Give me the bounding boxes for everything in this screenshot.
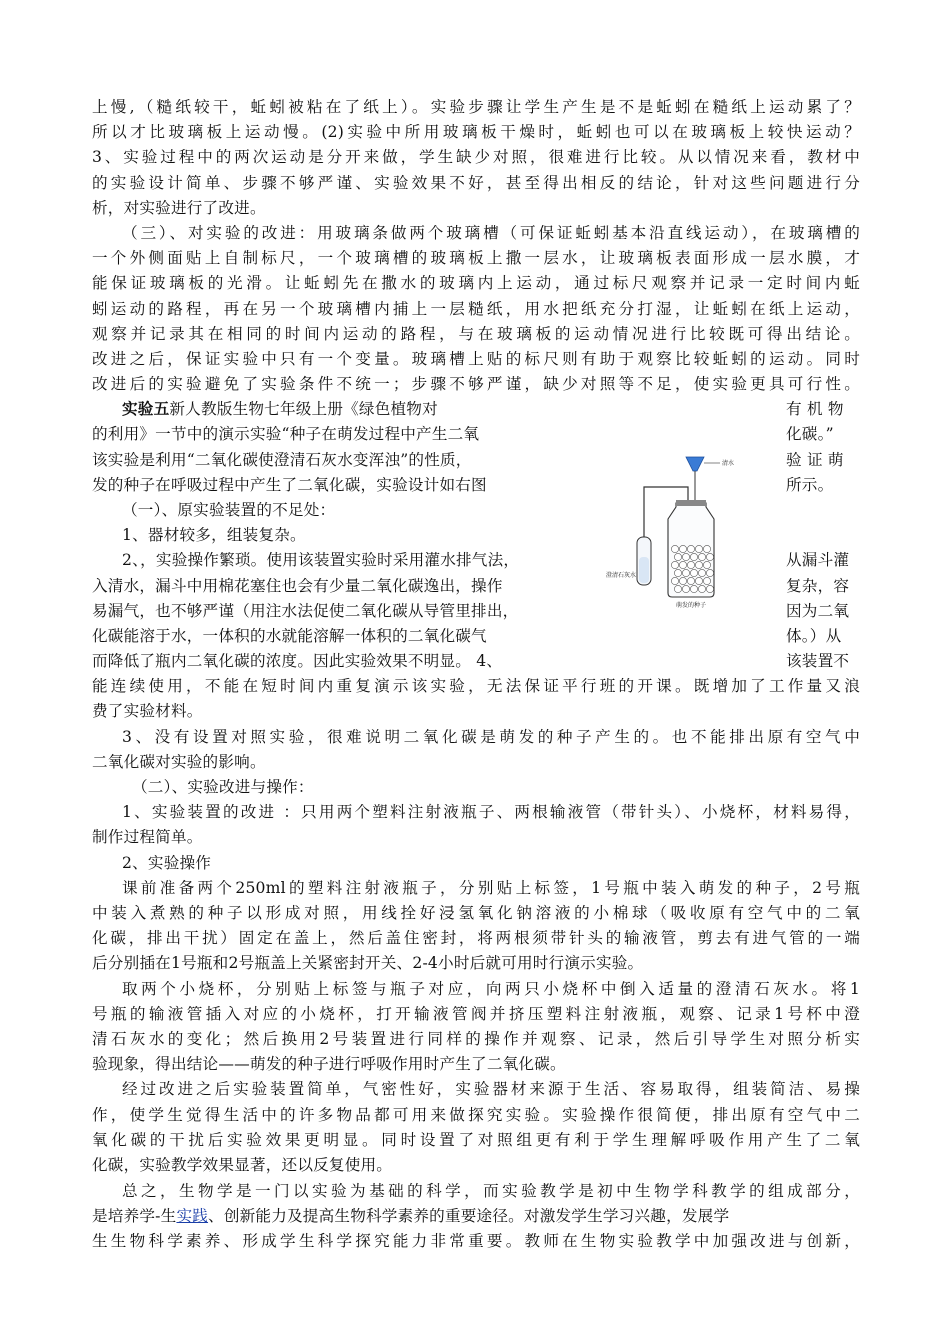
exp5-line: 易漏气，也不够严谨（用注水法促使二氧化碳从导管里排出， <box>92 602 519 620</box>
seed <box>698 569 705 576</box>
water-label: 清水 <box>722 460 735 467</box>
text-line: 制作过程简单。 <box>92 828 203 846</box>
exp5-line: 2、，实验操作繁琐。使用该装置实验时采用灌水排气法， <box>122 551 520 569</box>
exp5-title: 实验五 <box>122 399 170 418</box>
text-line: 作，使学生觉得生活中的许多物品都可用来做探究实验。实验操作很简便，排出原有空气中二 <box>92 1106 860 1124</box>
text-line: 氧化碳的干扰后实验效果更明显。同时设置了对照组更有利于学生理解呼吸作用产生了二氧 <box>92 1131 860 1149</box>
seed <box>671 577 678 584</box>
practice-link[interactable]: 实践 <box>176 1207 209 1225</box>
seed <box>687 545 694 552</box>
text-line: 3、没有设置对照实验，很难说明二氧化碳是萌发的种子产生的。也不能排出原有空气中 <box>122 728 860 746</box>
seed <box>698 585 705 592</box>
seed <box>679 561 686 568</box>
seed <box>695 545 702 552</box>
exp5-right-text: 从漏斗灌 <box>786 551 850 569</box>
text-line: 号瓶的输液管插入对应的小烧杯，打开输液管阀并挤压塑料注射液瓶，观察、记录1号杯中澄 <box>92 1005 860 1023</box>
text-line: 二氧化碳对实验的影响。 <box>92 753 266 771</box>
text-fragment: 、创新能力及提高生物科学素养的重要途径。对激发学生学习兴趣，发展学 <box>208 1207 730 1225</box>
text-line: 取两个小烧杯，分别贴上标签与瓶子对应，向两只小烧杯中倒入适量的澄清石灰水。将1 <box>122 980 860 998</box>
text-line: 能保证玻璃板的光滑。让蚯蚓先在撒水的玻璃内上运动，通过标尺观察并记录一定时间内蚯 <box>92 274 860 292</box>
seed <box>698 553 705 560</box>
text-line: 生生物科学素养、形成学生科学探究能力非常重要。教师在生物实验教学中加强改进与创新， <box>92 1232 860 1250</box>
text-line: 一个外侧面贴上自制标尺，一个玻璃槽的玻璃板上撒一层水，让玻璃板表面形成一层水膜，才 <box>92 249 860 267</box>
text-line: 所以才比玻璃板上运动慢。(2)实验中所用玻璃板干燥时，蚯蚓也可以在玻璃板上较快运动？ <box>92 123 860 141</box>
seed <box>679 577 686 584</box>
exp5-line: 化碳能溶于水，一体积的水就能溶解一体积的二氧化碳气 <box>92 627 487 645</box>
exp5-right-text: 因为二氧 <box>786 602 850 620</box>
seed <box>674 553 681 560</box>
seed <box>695 577 702 584</box>
lime-water <box>639 557 649 583</box>
seed <box>682 553 689 560</box>
text-line: 清石灰水的变化；然后换用2号装置进行同样的操作并观察、记录，然后引导学生对照分析实 <box>92 1030 860 1048</box>
seed <box>687 561 694 568</box>
text-line: 3、实验过程中的两次运动是分开来做，学生缺少对照，很难进行比较。从以情况来看，教材中 <box>92 148 860 166</box>
exp5-line: 新人教版生物七年级上册《绿色植物对 <box>169 400 438 418</box>
text-line: 化碳，实验教学效果显著，还以反复使用。 <box>92 1156 393 1174</box>
exp5-line: （一）、原实验装置的不足处： <box>122 501 336 519</box>
text-fragment: 是培养学-生 <box>92 1207 177 1225</box>
seed <box>706 569 713 576</box>
stopper <box>676 500 706 506</box>
seed <box>682 569 689 576</box>
text-line: 后分别插在1号瓶和2号瓶盖上关紧密封开关、2-4小时后就可用时行演示实验。 <box>92 954 644 972</box>
seed <box>682 585 689 592</box>
text-line: （二）、实验改进与操作： <box>132 778 314 796</box>
text-line-with-link <box>92 1205 729 1227</box>
apparatus-figure <box>606 445 776 610</box>
seed <box>703 577 710 584</box>
text-line: 课前准备两个250ml的塑料注射液瓶子，分别贴上标签，1号瓶中装入萌发的种子，2号瓶 <box>122 879 860 897</box>
exp5-right-text: 复杂，容 <box>786 577 850 595</box>
seed <box>690 553 697 560</box>
seed <box>703 561 710 568</box>
text-line: 能连续使用，不能在短时间内重复演示该实验，无法保证平行班的开课。既增加了工作量又浪 <box>92 677 860 695</box>
text-line: 费了实验材料。 <box>92 702 203 720</box>
seed <box>687 577 694 584</box>
text-line: 析，对实验进行了改进。 <box>92 199 266 217</box>
exp5-line: 发的种子在呼吸过程中产生了二氧化碳，实验设计如右图 <box>92 476 487 494</box>
text-line: 经过改进之后实验装置简单，气密性好，实验器材来源于生活、容易取得，组装简洁、易操 <box>122 1080 860 1098</box>
exp5-right-text: 体。）从 <box>786 627 842 645</box>
text-line: 中装入煮熟的种子以形成对照，用线拴好浸氢氧化钠溶液的小棉球（吸收原有空气中的二氧 <box>92 904 860 922</box>
seed <box>706 553 713 560</box>
lime-water-label: 澄清石灰水 <box>606 572 637 579</box>
exp5-line: 入清水，漏斗中用棉花塞住也会有少量二氧化碳逸出，操作 <box>92 577 503 595</box>
seed <box>671 545 678 552</box>
text-line: 改进后的实验避免了实验条件不统一；步骤不够严谨，缺少对照等不足，使实验更具可行性。 <box>92 375 860 393</box>
text-line: 1、实验装置的改进 ：只用两个塑料注射液瓶子、两根输液管（带针头）、小烧杯，材料易得， <box>122 803 860 821</box>
exp5-right-text: 该装置不 <box>786 652 850 670</box>
seed <box>674 569 681 576</box>
text-line: 改进之后，保证实验中只有一个变量。玻璃槽上贴的标尺则有助于观察比较蚯蚓的运动。同时 <box>92 350 860 368</box>
text-line: 化碳，排出干扰）固定在盖上，然后盖住密封，将两根须带针头的输液管，剪去有进气管的一端 <box>92 929 860 947</box>
seeds-label: 萌发的种子 <box>676 602 707 609</box>
text-line: 总之，生物学是一门以实验为基础的科学，而实验教学是初中生物学科教学的组成部分， <box>122 1182 860 1200</box>
text-line: 上慢,（糙纸较干，蚯蚓被粘在了纸上）。实验步骤让学生产生是不是蚯蚓在糙纸上运动累了？ <box>92 98 860 116</box>
text-line: 观察并记录其在相同的时间内运动的路程，与在玻璃板的运动情况进行比较既可得出结论。 <box>92 325 860 343</box>
exp5-line: 的利用》一节中的演示实验“种子在萌发过程中产生二氧 <box>92 425 480 443</box>
seed <box>674 585 681 592</box>
exp5-line: 1、器材较多，组装复杂。 <box>122 526 306 544</box>
exp5-right-text: 化碳。” <box>786 425 834 443</box>
exp5-heading-line <box>122 398 438 420</box>
seed <box>690 569 697 576</box>
seed <box>703 545 710 552</box>
exp5-right-text: 验 证 萌 <box>786 451 844 469</box>
exp5-line: 而降低了瓶内二氧化碳的浓度。因此实验效果不明显。 4、 <box>92 652 503 670</box>
seed <box>706 585 713 592</box>
text-line: （三）、对实验的改进：用玻璃条做两个玻璃槽（可保证蚯蚓基本沿直线运动），在玻璃槽的 <box>122 224 860 242</box>
exp5-right-text: 有 机 物 <box>786 400 844 418</box>
text-line: 蚓运动的路程，再在另一个玻璃槽内捕上一层糙纸，用水把纸充分打湿，让蚯蚓在纸上运动， <box>92 300 860 318</box>
text-line: 的实验设计简单、步骤不够严谨、实验效果不好，甚至得出相反的结论，针对这些问题进行分 <box>92 174 860 192</box>
seed <box>695 561 702 568</box>
text-line: 2、实验操作 <box>122 854 212 872</box>
text-line: 验现象，得出结论——萌发的种子进行呼吸作用时产生了二氧化碳。 <box>92 1055 566 1073</box>
exp5-right-text: 所示。 <box>786 476 834 494</box>
seed <box>671 561 678 568</box>
exp5-line: 该实验是利用“二氧化碳使澄清石灰水变浑浊”的性质， <box>92 451 472 469</box>
funnel-icon <box>686 457 704 471</box>
seed <box>690 585 697 592</box>
seed <box>679 545 686 552</box>
